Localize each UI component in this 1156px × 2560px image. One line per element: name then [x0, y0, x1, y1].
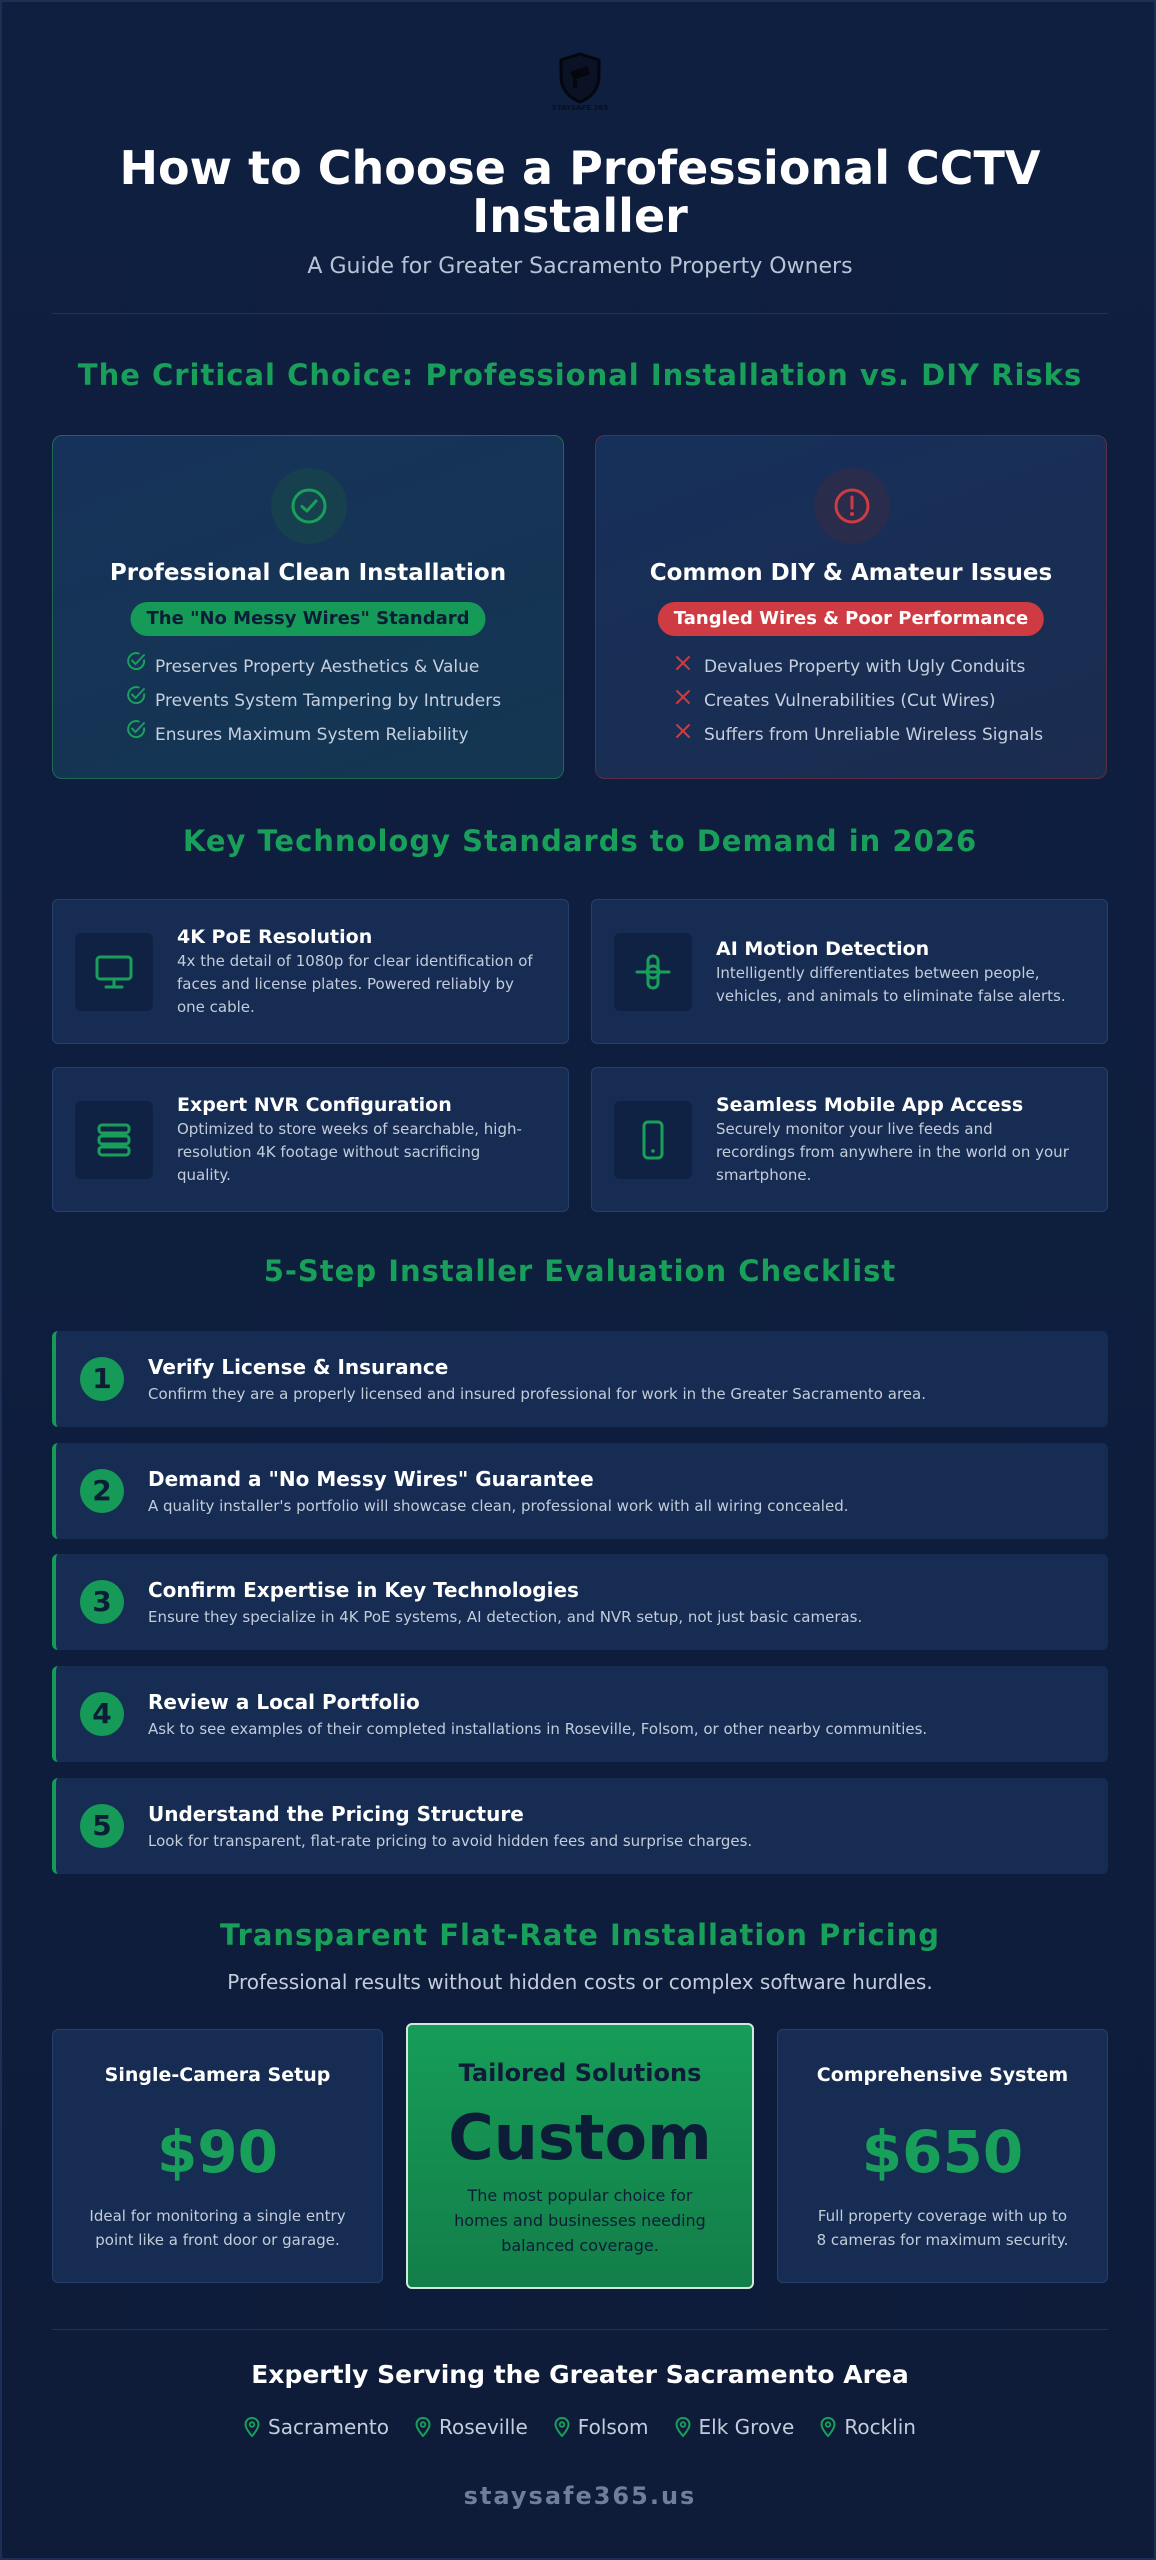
tech-title: Expert NVR Configuration — [177, 1094, 452, 1116]
diy-issues-card — [595, 435, 1107, 779]
city-item: Rocklin — [820, 2415, 916, 2439]
divider — [52, 2329, 1108, 2330]
list-item: Creates Vulnerabilities (Cut Wires) — [674, 684, 1043, 718]
list-item: Prevents System Tampering by Intruders — [125, 684, 501, 718]
list-item: Ensures Maximum System Reliability — [125, 718, 501, 752]
plan-desc: Full property coverage with up to 8 cameras for maximum security. — [816, 2207, 1069, 2249]
plan-name: Single-Camera Setup — [104, 2064, 331, 2086]
check-icon — [125, 650, 155, 684]
tech-title: Seamless Mobile App Access — [716, 1094, 1024, 1116]
map-pin-icon — [820, 2417, 836, 2437]
checklist-step — [52, 1443, 1108, 1539]
step-number: 1 — [80, 1357, 124, 1401]
map-pin-icon — [554, 2417, 570, 2437]
tech-title: AI Motion Detection — [716, 938, 930, 960]
x-icon — [674, 718, 704, 752]
tech-desc: 4x the detail of 1080p for clear identification of faces and license plates. Powered reliably by one cable. — [177, 952, 533, 1016]
tech-card-nvr — [52, 1067, 569, 1212]
plan-name: Comprehensive System — [816, 2064, 1069, 2086]
map-pin-icon — [244, 2417, 260, 2437]
list-item: Devalues Property with Ugly Conduits — [674, 650, 1043, 684]
smartphone-icon — [614, 1101, 692, 1179]
step-desc: Look for transparent, flat-rate pricing to avoid hidden fees and surprise charges. — [148, 1832, 753, 1850]
plan-price: $650 — [861, 2118, 1024, 2186]
tech-desc: Optimized to store weeks of searchable, high- resolution 4K footage without sacrificing quality. — [177, 1120, 522, 1184]
professional-title: Professional Clean Installation — [109, 560, 507, 586]
company-logo — [550, 52, 610, 130]
logo-text: STAYSAFE 365 — [551, 104, 609, 112]
city-list — [2, 2415, 1156, 2439]
shield-camera-icon — [557, 52, 603, 104]
x-icon — [674, 684, 704, 718]
diy-badge: Tangled Wires & Poor Performance — [658, 602, 1044, 636]
professional-benefits-list — [125, 650, 501, 752]
pricing-section-title: Transparent Flat-Rate Installation Pricing — [219, 1918, 941, 1952]
step-desc: Ask to see examples of their completed installations in Roseville, Folsom, or other nearby communities. — [148, 1720, 928, 1738]
technology-section-title: Key Technology Standards to Demand in 2026 — [182, 824, 978, 858]
checklist-section-title: 5-Step Installer Evaluation Checklist — [263, 1254, 897, 1288]
step-title: Demand a "No Messy Wires" Guarantee — [148, 1467, 594, 1491]
city-item: Folsom — [554, 2415, 649, 2439]
list-item: Preserves Property Aesthetics & Value — [125, 650, 501, 684]
step-desc: A quality installer's portfolio will showcase clean, professional work with all wiring concealed. — [148, 1497, 849, 1515]
checklist-step — [52, 1666, 1108, 1762]
city-item: Roseville — [415, 2415, 528, 2439]
plan-name: Tailored Solutions — [458, 2059, 702, 2087]
divider — [52, 313, 1108, 314]
diy-issues-list — [674, 650, 1043, 752]
map-pin-icon — [675, 2417, 691, 2437]
step-number: 3 — [80, 1580, 124, 1624]
comparison-section-title: The Critical Choice: Professional Installation vs. DIY Risks — [77, 358, 1083, 392]
tech-title: 4K PoE Resolution — [177, 926, 373, 948]
pricing-subtitle: Professional results without hidden costs or complex software hurdles. — [227, 1970, 933, 1994]
x-icon — [674, 650, 704, 684]
step-title: Review a Local Portfolio — [148, 1690, 420, 1714]
price-card-comprehensive — [777, 2029, 1108, 2283]
plan-desc: Ideal for monitoring a single entry point like a front door or garage. — [89, 2207, 346, 2249]
check-icon — [125, 718, 155, 752]
step-number: 5 — [80, 1804, 124, 1848]
step-number: 4 — [80, 1692, 124, 1736]
step-title: Confirm Expertise in Key Technologies — [148, 1578, 579, 1602]
plan-desc: The most popular choice for homes and businesses needing balanced coverage. — [454, 2186, 706, 2255]
serving-area-title: Expertly Serving the Greater Sacramento Area — [251, 2360, 909, 2389]
professional-badge: The "No Messy Wires" Standard — [131, 602, 486, 636]
step-title: Verify License & Insurance — [148, 1355, 449, 1379]
checklist-step — [52, 1331, 1108, 1427]
checklist-step — [52, 1778, 1108, 1874]
page-title: How to Choose a Professional CCTV Installer — [119, 141, 1041, 243]
footer-website-link[interactable]: staysafe365.us — [463, 2482, 697, 2510]
step-number: 2 — [80, 1469, 124, 1513]
map-pin-icon — [415, 2417, 431, 2437]
step-desc: Confirm they are a properly licensed and insured professional for work in the Greater Sacramento area. — [148, 1385, 926, 1403]
server-icon — [75, 1101, 153, 1179]
list-item: Suffers from Unreliable Wireless Signals — [674, 718, 1043, 752]
tech-card-4k-poe — [52, 899, 569, 1044]
tech-desc: Intelligently differentiates between people, vehicles, and animals to eliminate false alerts. — [716, 964, 1066, 1005]
checklist-step — [52, 1554, 1108, 1650]
diy-title: Common DIY & Amateur Issues — [649, 560, 1053, 586]
step-desc: Ensure they specialize in 4K PoE systems, AI detection, and NVR setup, not just basic cameras. — [148, 1608, 863, 1626]
city-item: Sacramento — [244, 2415, 389, 2439]
price-card-tailored — [406, 2023, 754, 2289]
tech-card-mobile-app — [591, 1067, 1108, 1212]
page-subtitle: A Guide for Greater Sacramento Property Owners — [307, 254, 853, 279]
plan-price: $90 — [156, 2118, 279, 2186]
price-card-single-camera — [52, 2029, 383, 2283]
alert-circle-icon — [814, 468, 890, 544]
step-title: Understand the Pricing Structure — [148, 1802, 524, 1826]
plan-price: Custom — [448, 2101, 712, 2174]
motion-sensor-icon — [614, 933, 692, 1011]
professional-installation-card — [52, 435, 564, 779]
check-circle-icon — [271, 468, 347, 544]
monitor-icon — [75, 933, 153, 1011]
city-item: Elk Grove — [675, 2415, 795, 2439]
tech-card-ai-motion — [591, 899, 1108, 1044]
tech-desc: Securely monitor your live feeds and recordings from anywhere in the world on your smartphone. — [716, 1120, 1069, 1184]
check-icon — [125, 684, 155, 718]
